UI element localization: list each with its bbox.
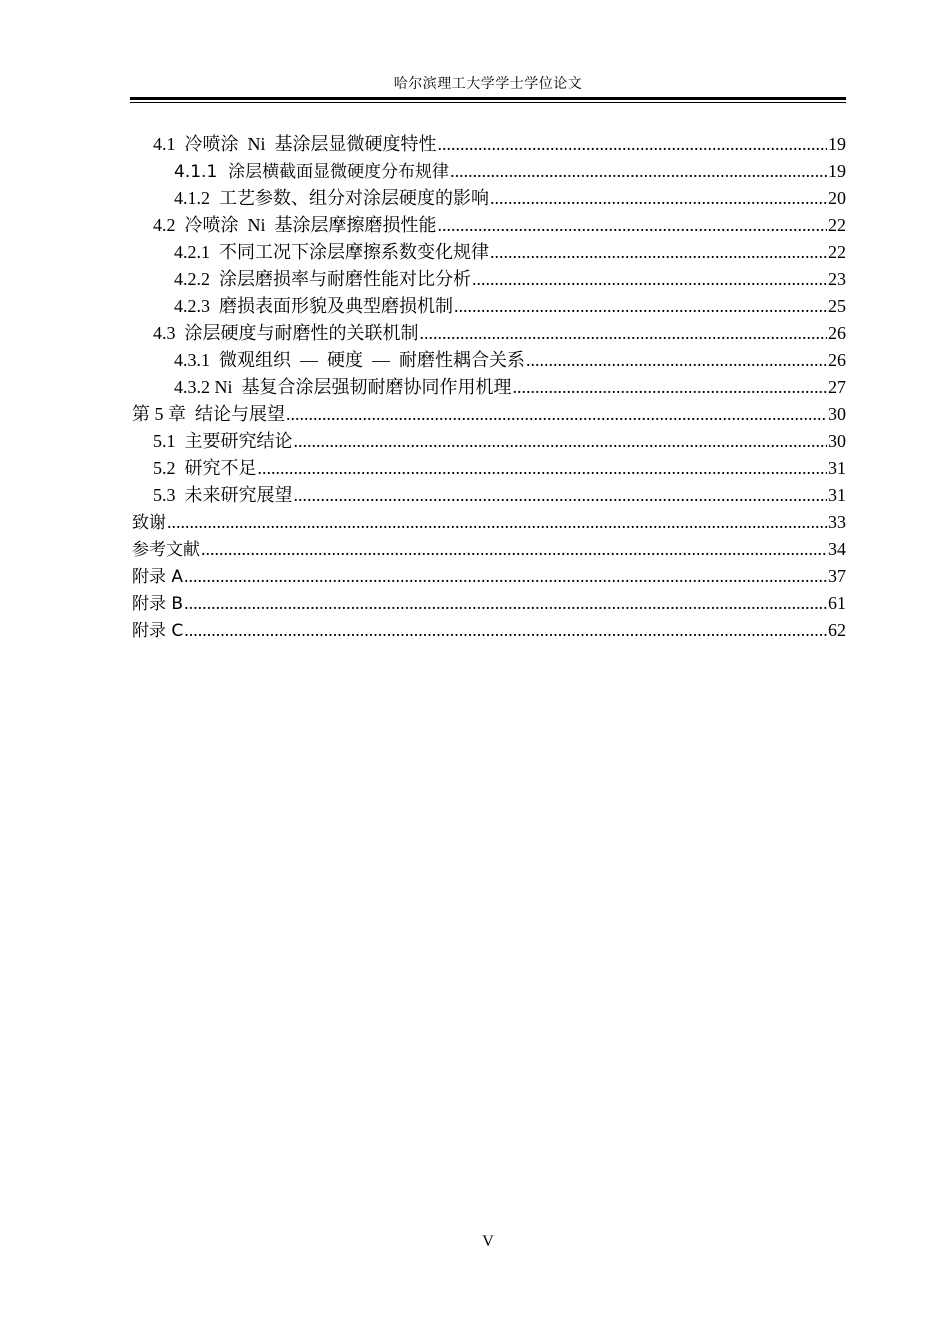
toc-entry-page-number: 31: [828, 485, 846, 505]
toc-entry-label: 致谢: [132, 513, 166, 533]
toc-entry-label: 4.1.1 涂层横截面显微硬度分布规律: [174, 162, 450, 182]
toc-entry[interactable]: [132, 347, 846, 374]
toc-dot-leader: [490, 185, 827, 212]
toc-entry-page-number: 30: [828, 431, 846, 451]
toc-dot-leader: [490, 239, 827, 266]
toc-entry-label: 4.1 冷喷涂 Ni 基涂层显微硬度特性: [153, 134, 437, 154]
toc-entry[interactable]: [132, 320, 846, 347]
toc-dot-leader: [420, 320, 828, 347]
toc-entry-page-number: 19: [828, 161, 846, 181]
footer-page-number: V: [482, 1233, 494, 1250]
toc-entry-page-number: 33: [828, 512, 846, 532]
toc-dot-leader: [294, 428, 828, 455]
toc-entry[interactable]: [132, 239, 846, 266]
toc-entry[interactable]: [132, 293, 846, 320]
toc-dot-leader: [438, 131, 828, 158]
toc-entry-page-number: 31: [828, 458, 846, 478]
toc-entry-page-number: 61: [828, 593, 846, 613]
header-rule-thick: [130, 97, 846, 100]
toc-entry-label: 4.2.2 涂层磨损率与耐磨性能对比分析: [174, 269, 471, 289]
toc-entry[interactable]: [132, 536, 846, 563]
toc-entry[interactable]: [132, 266, 846, 293]
toc-dot-leader: [450, 158, 827, 185]
toc-entry-label: 附录 B: [132, 594, 184, 614]
toc-entry[interactable]: [132, 158, 846, 185]
toc-dot-leader: [167, 509, 827, 536]
toc-dot-leader: [286, 401, 827, 428]
toc-entry[interactable]: [132, 563, 846, 590]
toc-entry-label: 4.3.1 微观组织 — 硬度 — 耐磨性耦合关系: [174, 350, 525, 370]
toc-entry[interactable]: [132, 374, 846, 401]
toc-entry-label: 5.2 研究不足: [153, 458, 257, 478]
toc-entry[interactable]: [132, 428, 846, 455]
toc-entry[interactable]: [132, 617, 846, 644]
toc-dot-leader: [184, 590, 827, 617]
table-of-contents: [132, 131, 846, 644]
toc-dot-leader: [472, 266, 827, 293]
toc-dot-leader: [184, 563, 827, 590]
toc-entry-label: 4.3.2 Ni 基复合涂层强韧耐磨协同作用机理: [174, 377, 512, 397]
toc-dot-leader: [526, 347, 827, 374]
toc-dot-leader: [438, 212, 828, 239]
toc-entry[interactable]: [132, 590, 846, 617]
toc-entry-label: 4.2 冷喷涂 Ni 基涂层摩擦磨损性能: [153, 215, 437, 235]
toc-dot-leader: [513, 374, 828, 401]
toc-entry-label: 5.3 未来研究展望: [153, 485, 293, 505]
toc-entry-label: 第 5 章 结论与展望: [132, 404, 285, 424]
toc-entry-page-number: 26: [828, 323, 846, 343]
toc-entry-page-number: 62: [828, 620, 846, 640]
toc-entry[interactable]: [132, 212, 846, 239]
toc-entry-label: 4.3 涂层硬度与耐磨性的关联机制: [153, 323, 419, 343]
header-rule-thin: [130, 102, 846, 103]
toc-entry[interactable]: [132, 185, 846, 212]
toc-entry-label: 参考文献: [132, 540, 200, 560]
toc-entry-label: 附录 A: [132, 567, 184, 587]
toc-entry[interactable]: [132, 131, 846, 158]
toc-entry-label: 4.1.2 工艺参数、组分对涂层硬度的影响: [174, 188, 489, 208]
toc-entry-label: 4.2.1 不同工况下涂层摩擦系数变化规律: [174, 242, 489, 262]
toc-entry-page-number: 19: [828, 134, 846, 154]
toc-entry[interactable]: [132, 455, 846, 482]
toc-entry-page-number: 25: [828, 296, 846, 316]
toc-entry-page-number: 23: [828, 269, 846, 289]
toc-entry-page-number: 22: [828, 215, 846, 235]
toc-entry-page-number: 30: [828, 404, 846, 424]
toc-entry-page-number: 37: [828, 566, 846, 586]
toc-dot-leader: [258, 455, 828, 482]
toc-dot-leader: [184, 617, 827, 644]
running-header-title: 哈尔滨理工大学学士学位论文: [393, 77, 583, 92]
toc-entry-page-number: 27: [828, 377, 846, 397]
toc-entry[interactable]: [132, 509, 846, 536]
toc-entry-label: 附录 C: [132, 621, 184, 641]
toc-dot-leader: [454, 293, 827, 320]
toc-entry[interactable]: [132, 482, 846, 509]
toc-entry-page-number: 26: [828, 350, 846, 370]
toc-entry-page-number: 20: [828, 188, 846, 208]
toc-entry-page-number: 22: [828, 242, 846, 262]
toc-entry[interactable]: [132, 401, 846, 428]
toc-entry-page-number: 34: [828, 539, 846, 559]
toc-entry-label: 5.1 主要研究结论: [153, 431, 293, 451]
toc-entry-label: 4.2.3 磨损表面形貌及典型磨损机制: [174, 296, 453, 316]
toc-dot-leader: [201, 536, 827, 563]
toc-dot-leader: [294, 482, 828, 509]
